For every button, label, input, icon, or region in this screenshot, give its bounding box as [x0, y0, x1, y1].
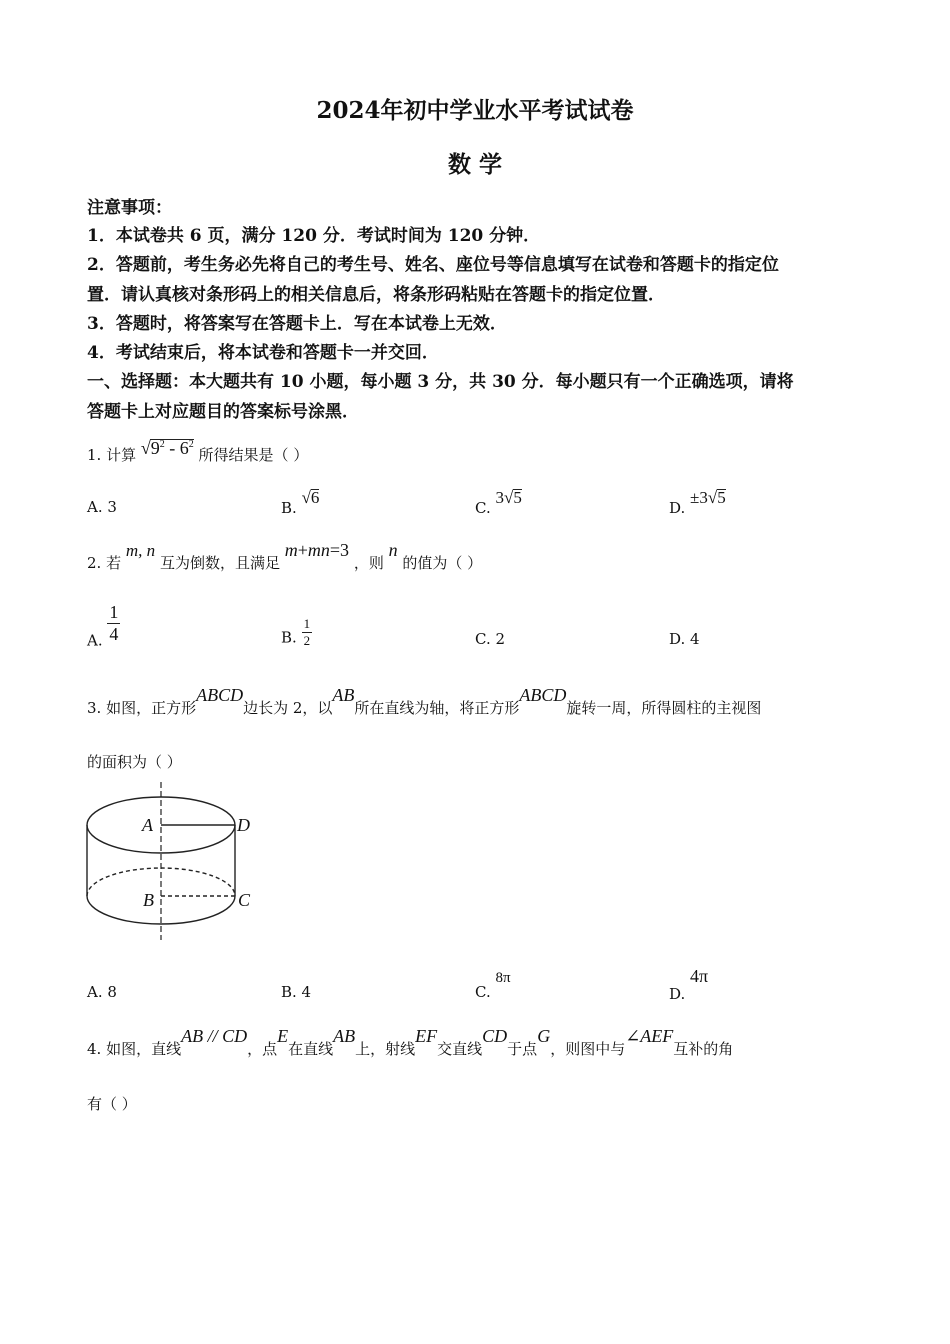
notice-line-2a: 2．答题前，考生务必先将自己的考生号、姓名、座位号等信息填写在试卷和答题卡的指定位 [87, 255, 779, 275]
q2-option-c[interactable]: C. 2 [475, 630, 506, 648]
question-1: 1. 计算 √ $9^2 - 6^2$ 所得结果是（ ） [87, 438, 309, 464]
q2-option-a[interactable]: A. $\frac{1}{4}$ [87, 602, 119, 650]
q2-option-b[interactable]: B. $\frac{1}{2}$ [281, 616, 311, 648]
question-4: 4. 如图，直线AB // CD，点E在直线AB上，射线EF交直线CD于点G，则图中与∠AEF互补的角 [87, 1026, 734, 1058]
notice-line-3: 3．答题时，将答案写在答题卡上．写在本试卷上无效． [87, 314, 507, 334]
section-heading: 一、选择题：本大题共有 10 小题，每小题 3 分，共 30 分．每小题只有一个正确选项，请将 [87, 372, 794, 392]
question-2: 2. 若 m, n 互为倒数，且满足 m+mn=3 ，则 n 的值为（ ） [87, 540, 483, 572]
notice-line-1: 1．本试卷共 6 页，满分 120 分．考试时间为 120 分钟． [87, 226, 541, 246]
q1-option-b[interactable]: B. √ 6 [281, 488, 320, 517]
q1-option-c[interactable]: C. 3√ 5 [475, 488, 522, 517]
q1-option-a[interactable]: A. 3 [87, 498, 117, 516]
q3-option-d[interactable]: D. 4π [669, 966, 709, 1003]
q2-option-d[interactable]: D. 4 [669, 630, 700, 648]
subject-title: 数 学 [447, 151, 502, 178]
question-3-line-2: 的面积为（ ） [87, 753, 182, 771]
q3-option-b[interactable]: B. 4 [281, 983, 312, 1001]
question-4-line-2: 有（ ） [87, 1095, 137, 1113]
label-b: B [143, 890, 154, 910]
q3-option-c[interactable]: C. 8π [475, 970, 511, 1001]
question-3: 3. 如图，正方形ABCD边长为 2，以AB所在直线为轴，将正方形ABCD旋转一周，所得圆柱的主视图 [87, 685, 762, 717]
notice-heading: 注意事项： [87, 198, 172, 218]
q1-option-d[interactable]: D. ±3√ 5 [669, 488, 726, 517]
q1-radical: √ $9^2 - 6^2$ [140, 438, 194, 458]
cylinder-figure [80, 780, 260, 942]
label-d: D [237, 815, 250, 835]
label-c: C [238, 890, 251, 910]
section-instruction: 答题卡上对应题目的答案标号涂黑． [87, 402, 359, 422]
notice-line-4: 4．考试结束后，将本试卷和答题卡一并交回． [87, 343, 439, 363]
page-title: 2024年初中学业水平考试试卷 [316, 97, 634, 124]
q3-option-a[interactable]: A. 8 [87, 983, 117, 1001]
label-a: A [142, 815, 153, 835]
notice-line-2b: 置．请认真核对条形码上的相关信息后，将条形码粘贴在答题卡的指定位置． [87, 285, 665, 305]
